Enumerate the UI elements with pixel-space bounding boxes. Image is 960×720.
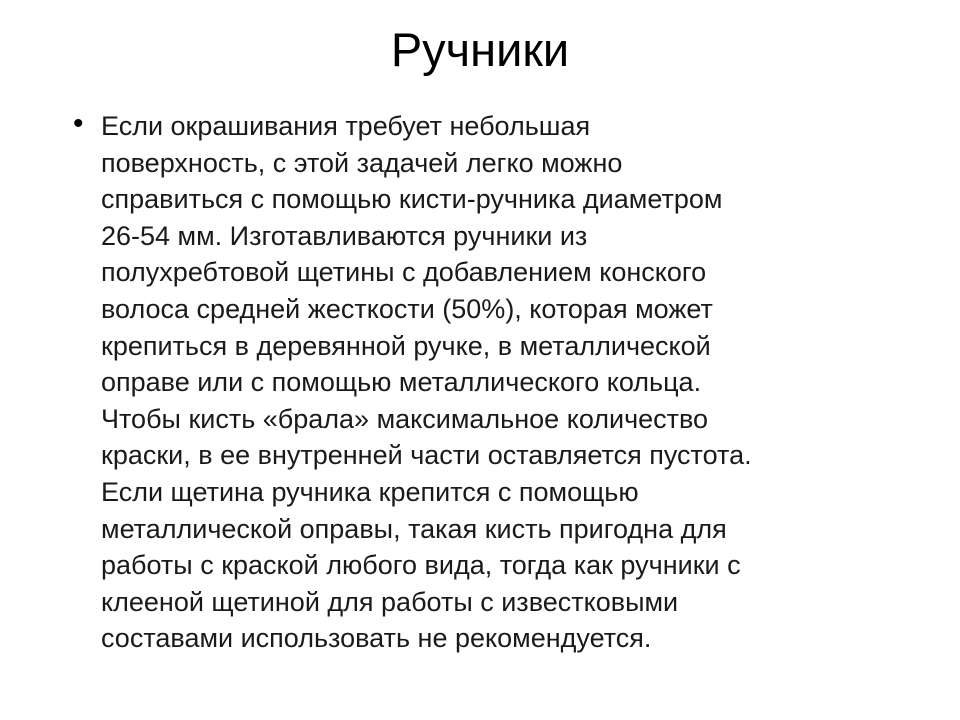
slide-title: Ручники: [390, 23, 570, 76]
bullet-marker: •: [73, 107, 84, 140]
bullet-paragraph: Если окрашивания требует небольшая поверхность, с этой задачей легко можно справиться с помощью кисти-ручника диаметром 26-54 мм. Изготавливаются ручники из полухребтовой щетины с добавлением конского волоса средней жесткости (50%), которая может крепиться в деревянной ручке, в металлической оправе или с помощью металлического кольца. Чтобы кисть «брала» максимальное количество краски, в ее внутренней части оставляется пустота. Если щетина ручника крепится с помощью металлической оправы, такая кисть пригодна для работы с краской любого вида, тогда как ручники с клееной щетиной для работы с известковыми составами использовать не рекомендуется.: [101, 111, 752, 654]
